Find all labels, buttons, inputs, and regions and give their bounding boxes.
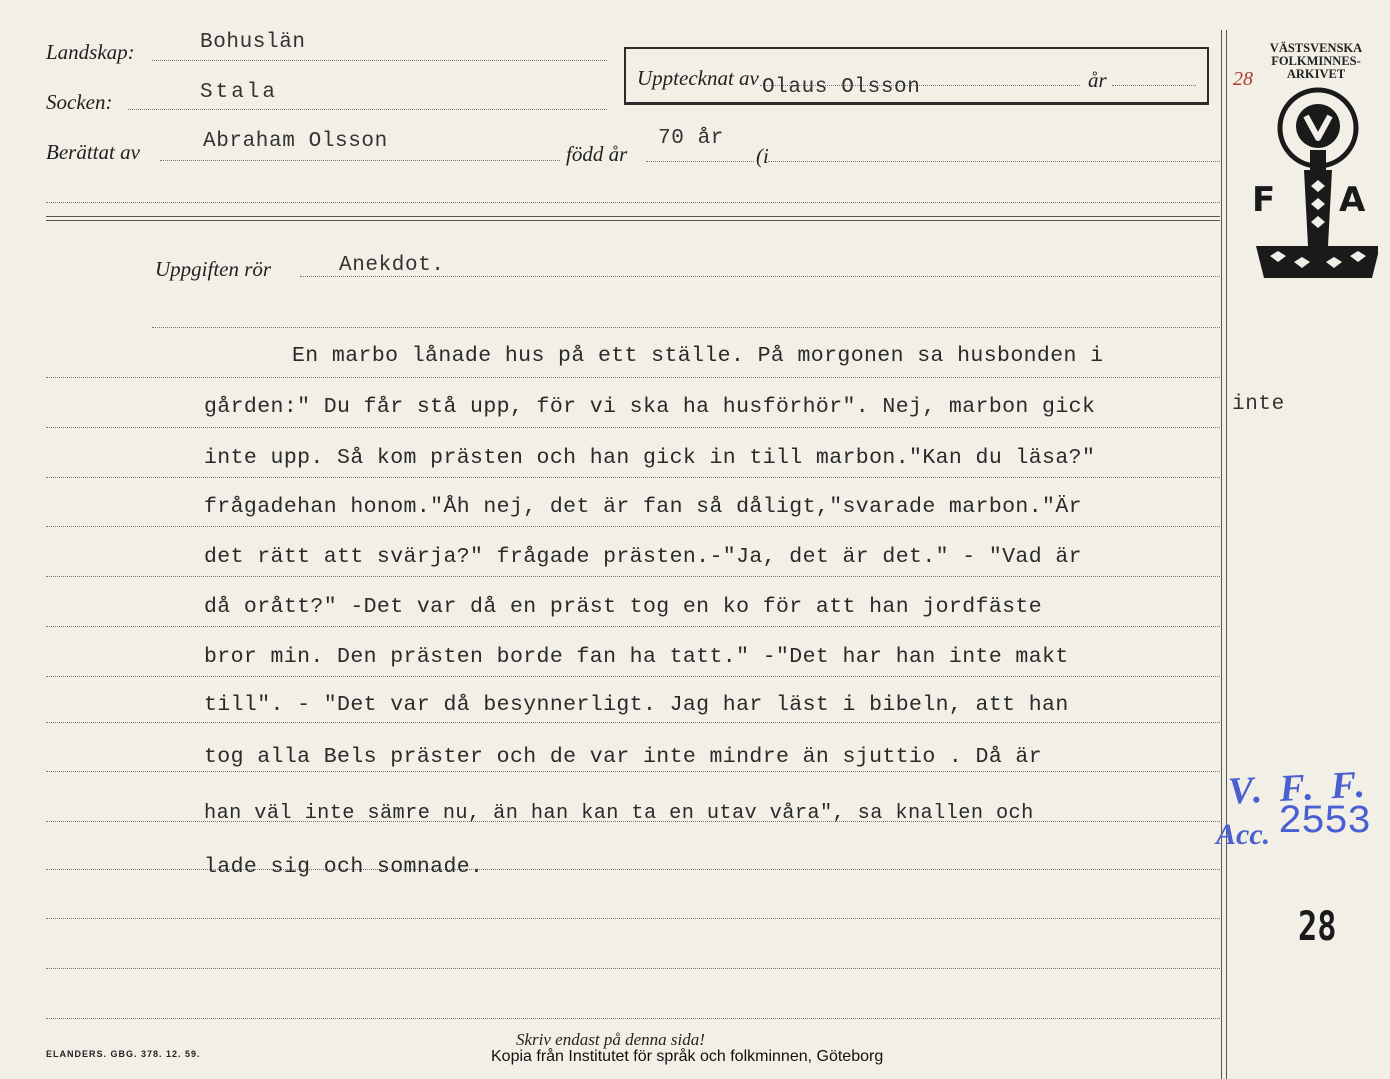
ruled-line [46, 576, 1220, 577]
landskap-label: Landskap: [46, 40, 135, 64]
body-line-6: då orått?" -Det var då en präst tog en ko för att han jordfäste [204, 595, 1043, 619]
logo-letter-f: F [1252, 180, 1276, 220]
ruled-line [46, 626, 1220, 627]
stamp-vff: V. F. F. [1226, 763, 1370, 813]
body-line-2: gården:" Du får stå upp, för vi ska ha husförhör". Nej, marbon gick [204, 395, 1096, 419]
body-line-1: En marbo lånade hus på ett ställe. På morgonen sa husbonden i [292, 344, 1104, 368]
body-line-11: lade sig och somnade. [204, 855, 484, 879]
header-rule-2 [46, 220, 1220, 221]
berattat-dotted-line [160, 160, 560, 161]
ruled-line [46, 676, 1220, 677]
fodd-value: 70 år [658, 127, 725, 150]
page-number: 28 [1298, 904, 1337, 950]
footer-instruction: Skriv endast på denna sida! [516, 1030, 705, 1049]
archive-name-line-1: VÄSTSVENSKA [1269, 41, 1363, 55]
copy-note: Kopia från Institutet för språk och folkminnen, Göteborg [491, 1048, 884, 1065]
ruled-line [46, 1018, 1220, 1019]
ruled-line [46, 377, 1220, 378]
upptecknat-value: Olaus Olsson [762, 76, 921, 99]
ruled-line [46, 771, 1220, 772]
stamp-number: 2553 [1278, 800, 1371, 845]
logo-letter-a: A [1339, 180, 1366, 220]
subject-label: Uppgiften rör [155, 257, 272, 281]
socken-label: Socken: [46, 90, 113, 114]
ruled-line [46, 427, 1220, 428]
fodd-paren: (i [756, 144, 769, 168]
ruled-line [46, 722, 1220, 723]
ruled-line [46, 968, 1220, 969]
subject-value: Anekdot. [339, 254, 445, 277]
header-rule-1 [46, 216, 1220, 217]
ar-dotted-line [1112, 85, 1196, 86]
landskap-value: Bohuslän [200, 31, 306, 54]
socken-value: Stala [200, 81, 279, 104]
printer-mark: ELANDERS. GBG. 378. 12. 59. [46, 1049, 201, 1059]
body-line-4: frågadehan honom."Åh nej, det är fan så dåligt,"svarade marbon."Är [204, 495, 1082, 519]
ruled-line [46, 477, 1220, 478]
handwritten-number: 28 [1233, 68, 1253, 90]
berattat-label: Berättat av [46, 140, 140, 164]
fodd-tail-dotted-line [768, 161, 1220, 162]
fodd-dotted-line [646, 161, 754, 162]
landskap-dotted-line [152, 60, 607, 61]
ruled-line [46, 918, 1220, 919]
header-dotted-separator [46, 202, 1220, 203]
body-line-3: inte upp. Så kom prästen och han gick in till marbon."Kan du läsa?" [204, 446, 1096, 470]
body-line-8: till". - "Det var då besynnerligt. Jag har läst i bibeln, att han [204, 693, 1069, 717]
ar-label: år [1088, 68, 1107, 92]
body-line-5: det rätt att svärja?" frågade prästen.-"Ja, det är det." - "Vad är [204, 545, 1082, 569]
body-line-10: han väl inte sämre nu, än han kan ta en utav våra", sa knallen och [204, 802, 1034, 825]
body-line-7: bror min. Den prästen borde fan ha tatt." -"Det har han inte makt [204, 645, 1069, 669]
archive-name-line-2: FOLKMINNES- [1271, 54, 1361, 68]
upptecknat-label: Upptecknat av [637, 66, 759, 90]
body-line-9: tog alla Bels präster och de var inte mindre än sjuttio . Då är [204, 745, 1043, 769]
fodd-label: född år [566, 142, 628, 166]
margin-line-1 [1221, 30, 1222, 1079]
stamp-acc: Acc. [1216, 818, 1271, 851]
margin-note: inte [1232, 393, 1285, 416]
socken-dotted-line [128, 109, 607, 110]
archive-name [1250, 42, 1382, 81]
berattat-value: Abraham Olsson [203, 130, 388, 153]
archive-name-line-3: ARKIVET [1286, 67, 1346, 81]
ruled-line [46, 526, 1220, 527]
margin-line-2 [1226, 30, 1227, 1079]
subject-dotted-line-2 [152, 327, 1220, 328]
